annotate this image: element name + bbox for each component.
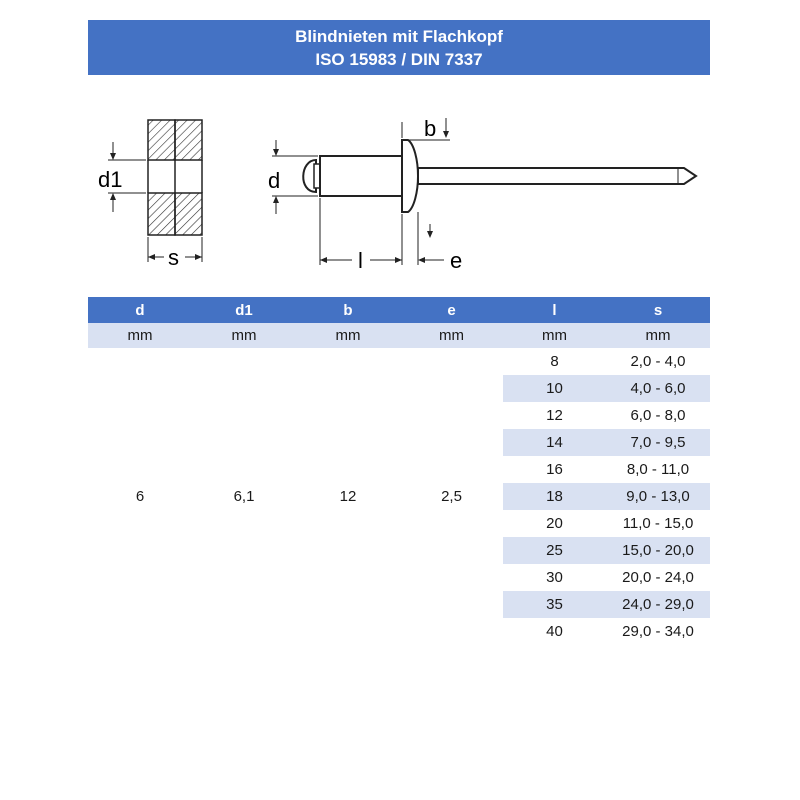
cell-d-value: 6 <box>88 348 192 645</box>
label-e: e <box>450 248 463 273</box>
header-e: e <box>400 297 503 323</box>
label-s: s <box>168 245 179 270</box>
cell-s: 2,0 - 4,0 <box>630 353 686 370</box>
cell-l: 16 <box>546 461 563 478</box>
label-b: b <box>424 116 437 141</box>
cell-b-value: 12 <box>296 348 400 645</box>
cell-l: 40 <box>546 623 563 640</box>
table-row <box>88 348 710 375</box>
cell-l: 14 <box>503 429 606 456</box>
cell-s: 9,0 - 13,0 <box>606 483 710 510</box>
cell-s: 4,0 - 6,0 <box>606 375 710 402</box>
unit-e: mm <box>400 323 503 348</box>
cell-s: 7,0 - 9,5 <box>606 429 710 456</box>
cell-d1-value: 6,1 <box>192 348 296 645</box>
cell-s: 20,0 - 24,0 <box>622 569 694 586</box>
unit-s: mm <box>606 323 710 348</box>
plate-lower-right <box>175 193 202 235</box>
title-line-1: Blindnieten mit Flachkopf <box>295 26 503 46</box>
cell-e-value: 2,5 <box>400 348 503 645</box>
cell-l: 20 <box>546 515 563 532</box>
title-banner <box>88 20 710 75</box>
header-d: d <box>88 297 192 323</box>
rivet-side-view <box>268 116 696 273</box>
header-b: b <box>296 297 400 323</box>
cell-l: 35 <box>503 591 606 618</box>
cell-l: 18 <box>503 483 606 510</box>
rivet-technical-drawing <box>88 100 710 290</box>
cell-s: 15,0 - 20,0 <box>606 537 710 564</box>
cell-l: 8 <box>550 353 559 370</box>
rivet-flat-head <box>402 140 418 212</box>
cell-s: 24,0 - 29,0 <box>606 591 710 618</box>
unit-d1: mm <box>192 323 296 348</box>
cell-s: 29,0 - 34,0 <box>622 623 694 640</box>
plate-section-view <box>98 120 202 270</box>
unit-l: mm <box>503 323 606 348</box>
plate-upper-right <box>175 120 202 160</box>
mandrel-shaft <box>418 168 696 184</box>
cell-l: 12 <box>546 407 563 424</box>
label-d: d <box>268 168 281 193</box>
cell-l: 10 <box>503 375 606 402</box>
cell-l: 30 <box>546 569 563 586</box>
header-d1: d1 <box>192 297 296 323</box>
cell-s: 11,0 - 15,0 <box>622 515 694 532</box>
label-l: l <box>358 248 363 273</box>
plate-lower-left <box>148 193 175 235</box>
header-s: s <box>606 297 710 323</box>
table-unit-row <box>88 323 710 348</box>
cell-l: 25 <box>503 537 606 564</box>
title-line-2: ISO 15983 / DIN 7337 <box>315 49 483 69</box>
rivet-body <box>320 156 402 196</box>
label-d1: d1 <box>98 167 123 192</box>
dimension-table <box>88 297 710 645</box>
table-header-row <box>88 297 710 323</box>
cell-s: 6,0 - 8,0 <box>630 407 686 424</box>
unit-b: mm <box>296 323 400 348</box>
header-l: l <box>503 297 606 323</box>
plate-upper-left <box>148 120 175 160</box>
unit-d: mm <box>88 323 192 348</box>
cell-s: 8,0 - 11,0 <box>626 461 690 478</box>
